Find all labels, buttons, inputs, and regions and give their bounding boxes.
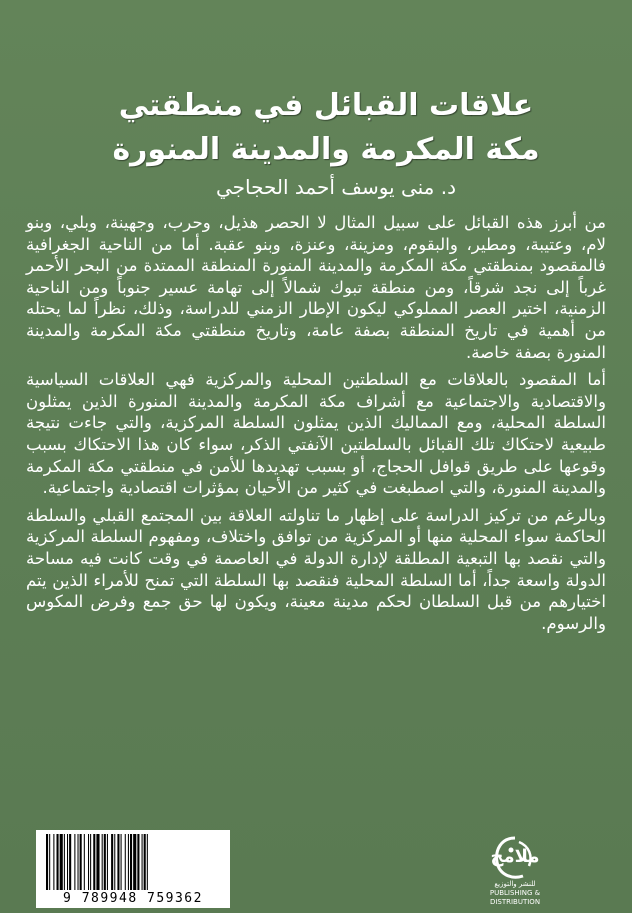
publisher-subtitle: للنشر والتوزيع PUBLISHING & DISTRIBUTION — [489, 880, 541, 906]
barcode-bar — [93, 834, 95, 890]
blurb-text — [26, 212, 606, 640]
isbn-number: 9 789948 759362 — [63, 891, 203, 906]
blurb-paragraph-2: أما المقصود بالعلاقات مع السلطتين المحلية والمركزية فهي العلاقات السياسية والاقتصادية والاجتماعية مع أشراف مكة المكرمة والمدينة المنورة الذين يمثلون السلطة المحلية، ومع المماليك الذين يمثلون السلطة المركزية، والتي جاءت نتيجة طبيعية لاحتكاك تلك القبائل بالسلطتين الآنفتي الذكر، سواء كان هذا الاحتكاك بسبب وقوعها على طريق قوافل الحجاج، أو بسبب تهديدها للأمن في منطقتي مكة المكرمة والمدينة المنورة، والتي اصطبغت في كثير من الأحيان بمؤثرات اقتصادية واجتماعية. — [26, 370, 606, 498]
publisher-name: ملامح — [490, 846, 540, 867]
blurb-paragraph-3: وبالرغم من تركيز الدراسة على إظهار ما تناولته العلاقة بين المجتمع القبلي والسلطة الحاكمة سواء المحلية منها أو المركزية من توافق واختلاف، ومفهوم السلطة المركزية والتي نقصد بها التبعية المطلقة لإدارة الدولة في العاصمة في وقت كانت فيه مساحة الدولة واسعة جداً، أما السلطة المحلية فنقصد بها السلطة التي تمنح للأمراء الذين يتم اختيارهم من قبل السلطان لحكم مدينة معينة، ويكون لها حق جمع وفرض المكوس والرسوم. — [26, 505, 606, 633]
barcode — [36, 830, 230, 908]
barcode-bar — [125, 834, 126, 890]
barcode-bar — [130, 834, 132, 890]
barcode-bar — [133, 834, 136, 890]
barcode-bar — [90, 834, 91, 890]
book-title — [60, 84, 592, 172]
barcode-bar — [88, 834, 89, 890]
barcode-bar — [137, 834, 139, 890]
barcode-bar — [147, 834, 148, 890]
barcode-bar — [67, 834, 68, 890]
barcode-bar — [78, 834, 79, 890]
barcode-bar — [60, 834, 63, 890]
barcode-bar — [121, 834, 122, 890]
barcode-bar — [80, 834, 82, 890]
barcode-bars — [46, 834, 220, 890]
publisher-logo — [478, 832, 552, 906]
barcode-bar — [107, 834, 108, 890]
barcode-bar — [114, 834, 115, 890]
barcode-bar — [69, 834, 71, 890]
barcode-bar — [104, 834, 106, 890]
author-name: د. منى يوسف أحمد الحجاجي — [215, 175, 457, 199]
barcode-bar — [57, 834, 59, 890]
barcode-bar — [64, 834, 65, 890]
barcode-bar — [111, 834, 113, 890]
barcode-bar — [84, 834, 85, 890]
barcode-bar — [128, 834, 129, 890]
barcode-bar — [53, 834, 54, 890]
barcode-bar — [96, 834, 99, 890]
blurb-paragraph-1: من أبرز هذه القبائل على سبيل المثال لا الحصر هذيل، وحرب، وجهينة، وبلي، وبنو لام، وعتيبة، ومطير، والبقوم، ومزينة، وعنزة، وبنو عقبة. أما من الناحية الجغرافية فالمقصود بمنطقتي مكة المكرمة والمدينة المنورة المنطقة الممتدة من البحر الأحمر غرباً إلى نجد شرقاً، ومن منطقة تبوك شمالاً إلى تهامة عسير جنوباً ومن الناحية الزمنية، اختير العصر المملوكي ليكون الإطار الزمني للدراسة، وذلك، نظراً لما يحتله من أهمية في تاريخ المنطقة بصفة عامة، وتاريخ منطقتي مكة المكرمة والمدينة المنورة بصفة خاصة. — [26, 213, 606, 362]
barcode-bar — [46, 834, 48, 890]
barcode-bar — [49, 834, 50, 890]
barcode-bar — [117, 834, 119, 890]
title-line-2: مكة المكرمة والمدينة المنورة — [112, 132, 540, 167]
title-line-1: علاقات القبائل في منطقتي — [118, 88, 534, 123]
barcode-bar — [74, 834, 75, 890]
barcode-bar — [142, 834, 143, 890]
barcode-bar — [144, 834, 146, 890]
barcode-bar — [102, 834, 103, 890]
